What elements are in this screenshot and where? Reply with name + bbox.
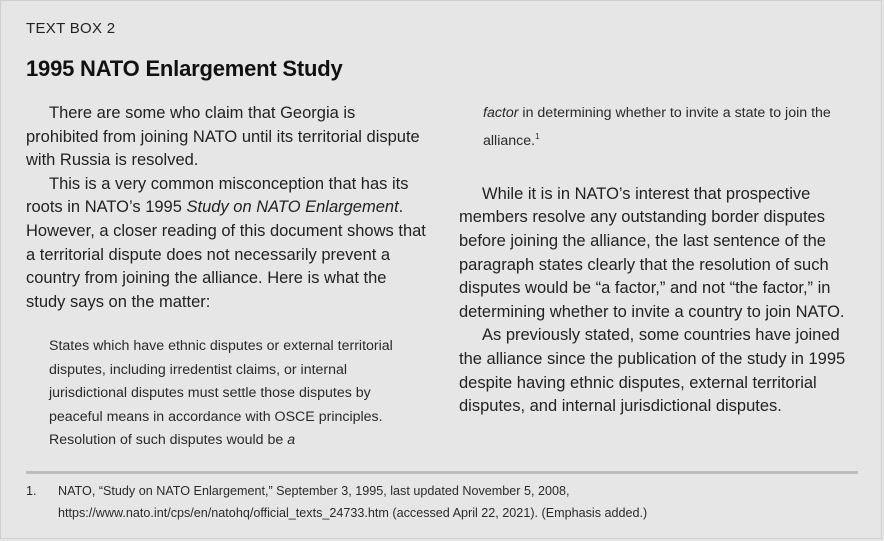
- left-column: [26, 102, 426, 452]
- block-quote-continued: factor in determining whether to invite a state to join the alliance.$^1$: [483, 105, 831, 150]
- footnote-divider: [26, 471, 858, 474]
- paragraph: This is a very common misconception that has its roots in NATO’s 1995 Study on NATO Enlargement. However, a closer reading of this document shows that a territorial dispute does not necessarily prevent a country from joining the alliance. Here is what the study says on the matter:: [26, 174, 426, 311]
- study-title: Study on NATO Enlargement: [186, 198, 399, 217]
- footnote-text: NATO, “Study on NATO Enlargement,” September 3, 1995, last updated November 5, 2008, https://www.nato.int/cps/en/natohq/official_texts_24733.htm (accessed April 22, 2021). (Emphasis added.): [58, 484, 648, 520]
- block-quote: States which have ethnic disputes or external territorial disputes, including irredentist claims, or internal jurisdictional disputes must settle those disputes by peaceful means in accordance with OSCE principles. Resolution of such disputes would be a: [49, 338, 393, 448]
- footnote-ref[interactable]: 1: [535, 132, 540, 142]
- footnote-number: 1.: [26, 484, 37, 498]
- footnote: [26, 481, 866, 524]
- paragraph: As previously stated, some countries have joined the alliance since the publication of the study in 1995 despite having ethnic disputes, external territorial disputes, and internal jurisdictional disputes.: [459, 326, 846, 416]
- page-title: 1995 NATO Enlargement Study: [26, 56, 343, 81]
- paragraph: While it is in NATO’s interest that prospective members resolve any outstanding border disputes before joining the alliance, the last sentence of the paragraph states clearly that the resolution of such disputes would be “a factor,” and not “the factor,” in determining whether to invite a country to join NATO.: [459, 184, 845, 321]
- box-label: TEXT BOX 2: [26, 20, 116, 37]
- paragraph: There are some who claim that Georgia is prohibited from joining NATO until its territorial dispute with Russia is resolved.: [26, 104, 420, 170]
- right-column: [459, 102, 859, 419]
